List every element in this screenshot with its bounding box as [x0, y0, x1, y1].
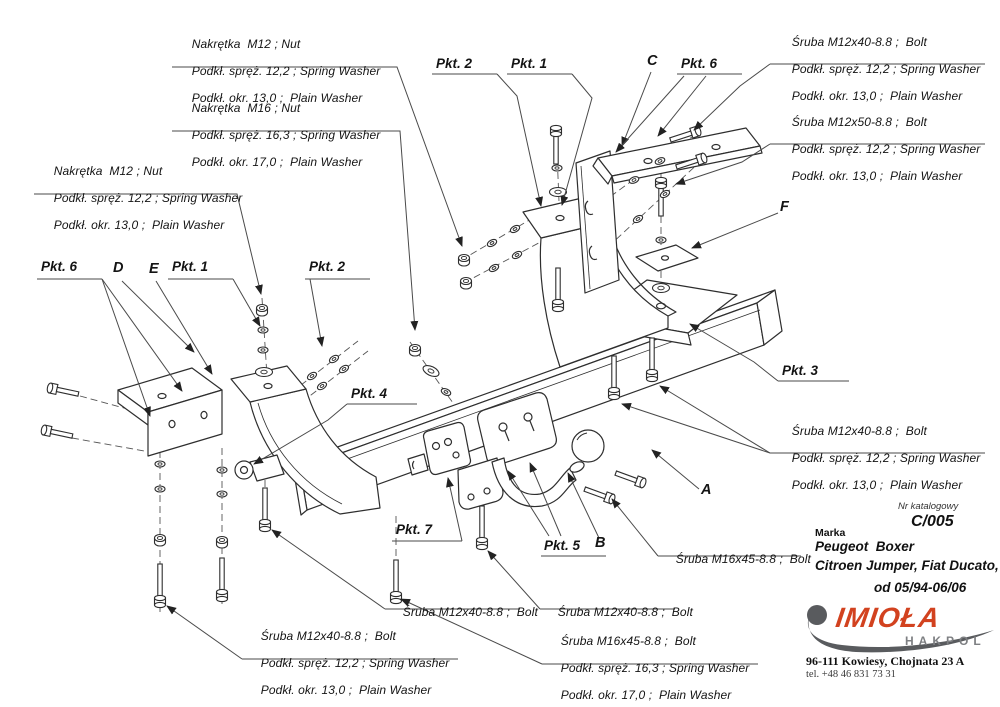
fasteners-center: [410, 224, 523, 397]
company-address: 96-111 Kowiesy, Chojnata 23 A: [806, 654, 965, 668]
callout-pkt-4: Pkt. 4: [351, 386, 388, 401]
company-phone: tel. +48 46 831 73 31: [806, 669, 896, 680]
callout-pkt-7: Pkt. 7: [396, 522, 433, 537]
eye-bracket: [235, 455, 284, 481]
ball-bolt-1: [583, 484, 616, 504]
brand-label: Marka: [815, 527, 846, 539]
label-bolt-m16x45-single: Śruba M16x45-8.8 ; Bolt: [675, 552, 811, 567]
vehicle-model-2: Citroen Jumper, Fiat Ducato,: [815, 558, 999, 573]
logo-sub-text: HAKPOL: [905, 634, 986, 648]
callout-pkt-2-top: Pkt. 2: [436, 56, 473, 71]
label-bolt-m16x45-bottommid: Śruba M16x45-8.8 ; Bolt Podkł. spręż. 16,3 ; Spring Washer Podkł. okr. 17,0 ; Plain Washer: [560, 634, 750, 703]
catalog-number: C/005: [911, 513, 954, 530]
callout-pkt-1-top: Pkt. 1: [511, 56, 548, 71]
callout-d: D: [113, 260, 124, 276]
vehicle-model-1: Peugeot Boxer: [815, 539, 915, 554]
plate-f: [636, 245, 698, 271]
catalog-number-label: Nr katalogowy: [898, 501, 959, 512]
logo-brand-text: IMIOŁA: [833, 602, 943, 633]
label-bolt-m12x50-right: Śruba M12x50-8.8 ; Bolt Podkł. spręż. 12,2 ; Spring Washer Podkł. okr. 13,0 ; Plain Washer: [791, 115, 981, 184]
bolt-eye: [260, 488, 271, 532]
label-bolt-m12x40-right: Śruba M12x40-8.8 ; Bolt Podkł. spręż. 12,2 ; Spring Washer Podkł. okr. 13,0 ; Plain Washer: [791, 424, 981, 493]
label-nut-m16-top: Nakrętka M16 ; Nut Podkł. spręż. 16,3 ; Spring Washer Podkł. okr. 17,0 ; Plain Washer: [191, 101, 381, 170]
label-bolt-m12x40-b2: Śruba M12x40-8.8 ; Bolt: [557, 605, 693, 620]
left-angle-bracket: [118, 368, 222, 456]
label-nut-m12-top: Nakrętka M12 ; Nut Podkł. spręż. 12,2 ; Spring Washer Podkł. okr. 13,0 ; Plain Washer: [191, 37, 381, 106]
callout-pkt-1-left: Pkt. 1: [172, 259, 209, 274]
callout-b: B: [595, 535, 606, 551]
callout-pkt-5: Pkt. 5: [544, 538, 581, 553]
label-nut-m12-left: Nakrętka M12 ; Nut Podkł. spręż. 12,2 ; Spring Washer Podkł. okr. 13,0 ; Plain Washer: [53, 164, 243, 233]
ball-bolt-2: [614, 468, 647, 488]
callout-e: E: [149, 261, 159, 277]
bolt-below-socket: [477, 506, 488, 550]
callout-pkt-6-top: Pkt. 6: [681, 56, 718, 71]
callout-a: A: [701, 482, 712, 498]
callout-c: C: [647, 53, 658, 69]
label-bolt-m12x40-b1: Śruba M12x40-8.8 ; Bolt: [402, 605, 538, 620]
date-range: od 05/94-06/06: [874, 580, 967, 595]
callout-pkt-6-left: Pkt. 6: [41, 259, 78, 274]
label-bolt-m12x40-topright: Śruba M12x40-8.8 ; Bolt Podkł. spręż. 12,2 ; Spring Washer Podkł. okr. 13,0 ; Plain Washer: [791, 35, 981, 104]
callout-pkt-3: Pkt. 3: [782, 363, 819, 378]
callout-f: F: [780, 199, 789, 215]
callout-pkt-2-left: Pkt. 2: [309, 259, 346, 274]
label-bolt-m12x40-bottomleft: Śruba M12x40-8.8 ; Bolt Podkł. spręż. 12,2 ; Spring Washer Podkł. okr. 13,0 ; Plain Washer: [260, 629, 450, 698]
